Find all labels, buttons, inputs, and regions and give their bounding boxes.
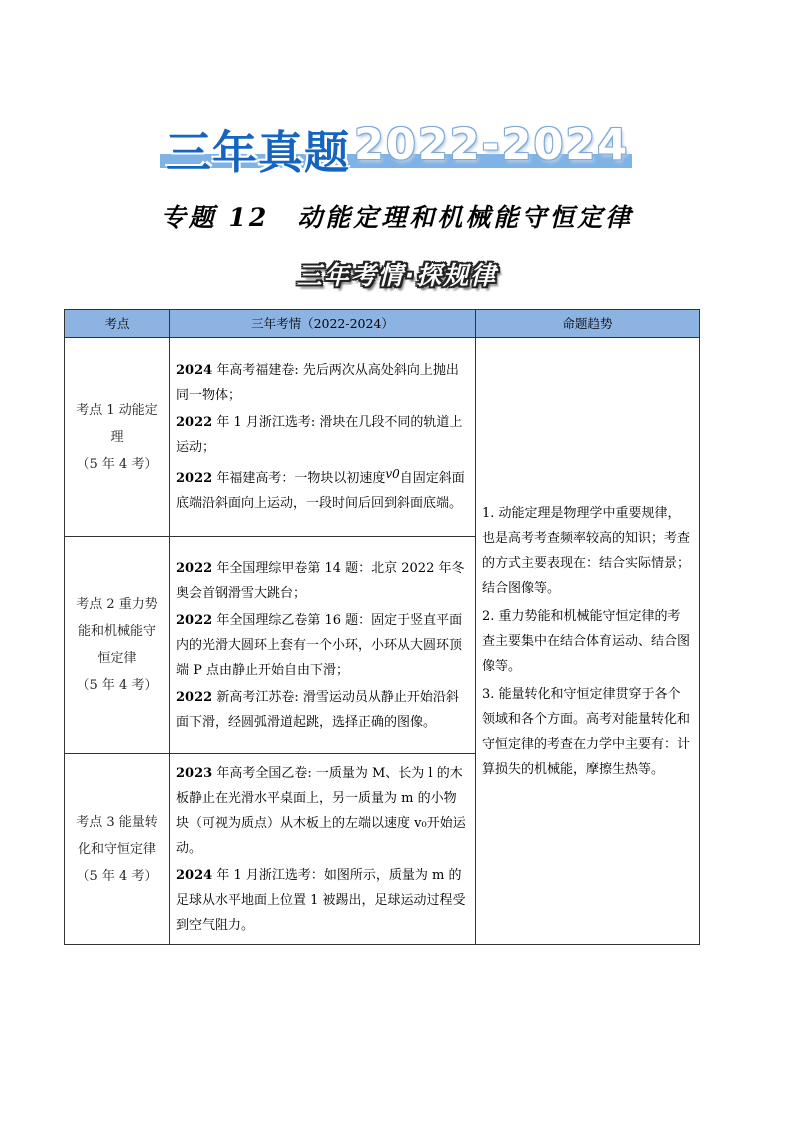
exam-item-text: 年福建高考：一物块以初速度	[212, 471, 386, 486]
exam-items-cell	[170, 754, 476, 945]
table-row	[65, 338, 700, 537]
exam-item-text: 年 1 月浙江选考：如图所示，质量为 m 的足球从水平地面上位置 1 被踢出，足球运动过程受到空气阻力。	[176, 867, 466, 933]
banner-years-text: 2022-2024	[354, 120, 630, 170]
exam-analysis-table	[64, 309, 700, 945]
exam-item	[176, 685, 469, 735]
exam-item-year: 2022	[176, 689, 213, 705]
exam-item	[176, 358, 469, 408]
exam-item-text: 年全国理综甲卷第 14 题：北京 2022 年冬奥会首钢滑雪大跳台；	[176, 560, 465, 601]
exam-point-line: 恒定律	[97, 651, 137, 666]
section-title: 三年考情·探规律	[296, 261, 498, 290]
velocity-symbol: v0	[385, 467, 400, 481]
trend-paragraph: 1. 动能定理是物理学中重要规律，也是高考考查频率较高的知识；考查的方式主要表现在：结合实际情景；结合图像等。	[482, 505, 691, 596]
exam-point-line: （5 年 4 考）	[76, 678, 158, 693]
exam-item	[176, 462, 469, 516]
banner	[158, 118, 636, 179]
exam-point-cell	[65, 338, 170, 537]
header-three-year: 三年考情（2022-2024）	[170, 310, 476, 338]
exam-item-text: 年 1 月浙江选考: 滑块在几段不同的轨道上运动；	[176, 415, 463, 455]
exam-item-year: 2024	[176, 867, 213, 883]
exam-point-line: 考点 1 动能定	[76, 402, 158, 418]
trend-cell	[476, 338, 700, 945]
exam-point-cell	[65, 754, 170, 945]
exam-item-year: 2022	[176, 612, 213, 628]
exam-point-line: 化和守恒定律	[77, 841, 156, 857]
exam-item	[176, 608, 469, 683]
exam-item-year: 2023	[176, 765, 213, 781]
exam-point-cell	[65, 537, 170, 754]
banner-main-text: 三年真题	[166, 126, 351, 179]
exam-item	[176, 761, 469, 861]
table-header-row	[65, 310, 700, 338]
exam-item-text-after: 自固定斜面底端沿斜面向上运动，一段时间后回到斜面底端。	[176, 471, 465, 511]
exam-item	[176, 863, 469, 938]
exam-item-text: 年高考福建卷: 先后两次从高处斜向上抛出同一物体；	[176, 363, 459, 403]
exam-item	[176, 410, 469, 460]
exam-point-line: 考点 3 能量转	[76, 814, 158, 830]
exam-point-line: （5 年 4 考）	[76, 456, 158, 472]
exam-items-cell	[170, 537, 476, 754]
exam-point-line: （5 年 4 考）	[76, 868, 158, 884]
exam-item-year: 2022	[176, 471, 213, 486]
exam-items-cell	[170, 338, 476, 537]
exam-point-line: 考点 2 重力势	[76, 597, 158, 612]
header-exam-point: 考点	[65, 310, 170, 338]
trend-paragraph: 2. 重力势能和机械能守恒定律的考查主要集中在结合体育运动、结合图像等。	[482, 608, 691, 674]
exam-item-year: 2022	[176, 415, 213, 430]
trend-paragraph: 3. 能量转化和守恒定律贯穿于各个领域和各个方面。高考对能量转化和守恒定律的考查在力学中主要有：计算损失的机械能，摩擦生热等。	[482, 686, 691, 777]
header-trend: 命题趋势	[476, 310, 700, 338]
exam-item-text: 年全国理综乙卷第 16 题：固定于竖直平面内的光滑大圆环上套有一个小环，小环从大圆环顶端 P 点由静止开始自由下滑；	[176, 612, 463, 678]
exam-item-text: 年高考全国乙卷: 一质量为 M、长为 l 的木板静止在光滑水平桌面上，另一质量为 m 的小物块（可视为质点）从木板上的左端以速度 v₀开始运动。	[176, 765, 466, 856]
exam-point-line: 理	[110, 429, 124, 445]
exam-point-line: 能和机械能守	[77, 624, 156, 639]
topic-title: 专题 12 动能定理和机械能守恒定律	[160, 203, 634, 232]
exam-item-text: 新高考江苏卷: 滑雪运动员从静止开始沿斜面下滑，经圆弧滑道起跳，选择正确的图像。	[176, 689, 459, 730]
exam-item-year: 2024	[176, 363, 213, 378]
exam-item-year: 2022	[176, 560, 213, 576]
exam-item	[176, 556, 469, 606]
